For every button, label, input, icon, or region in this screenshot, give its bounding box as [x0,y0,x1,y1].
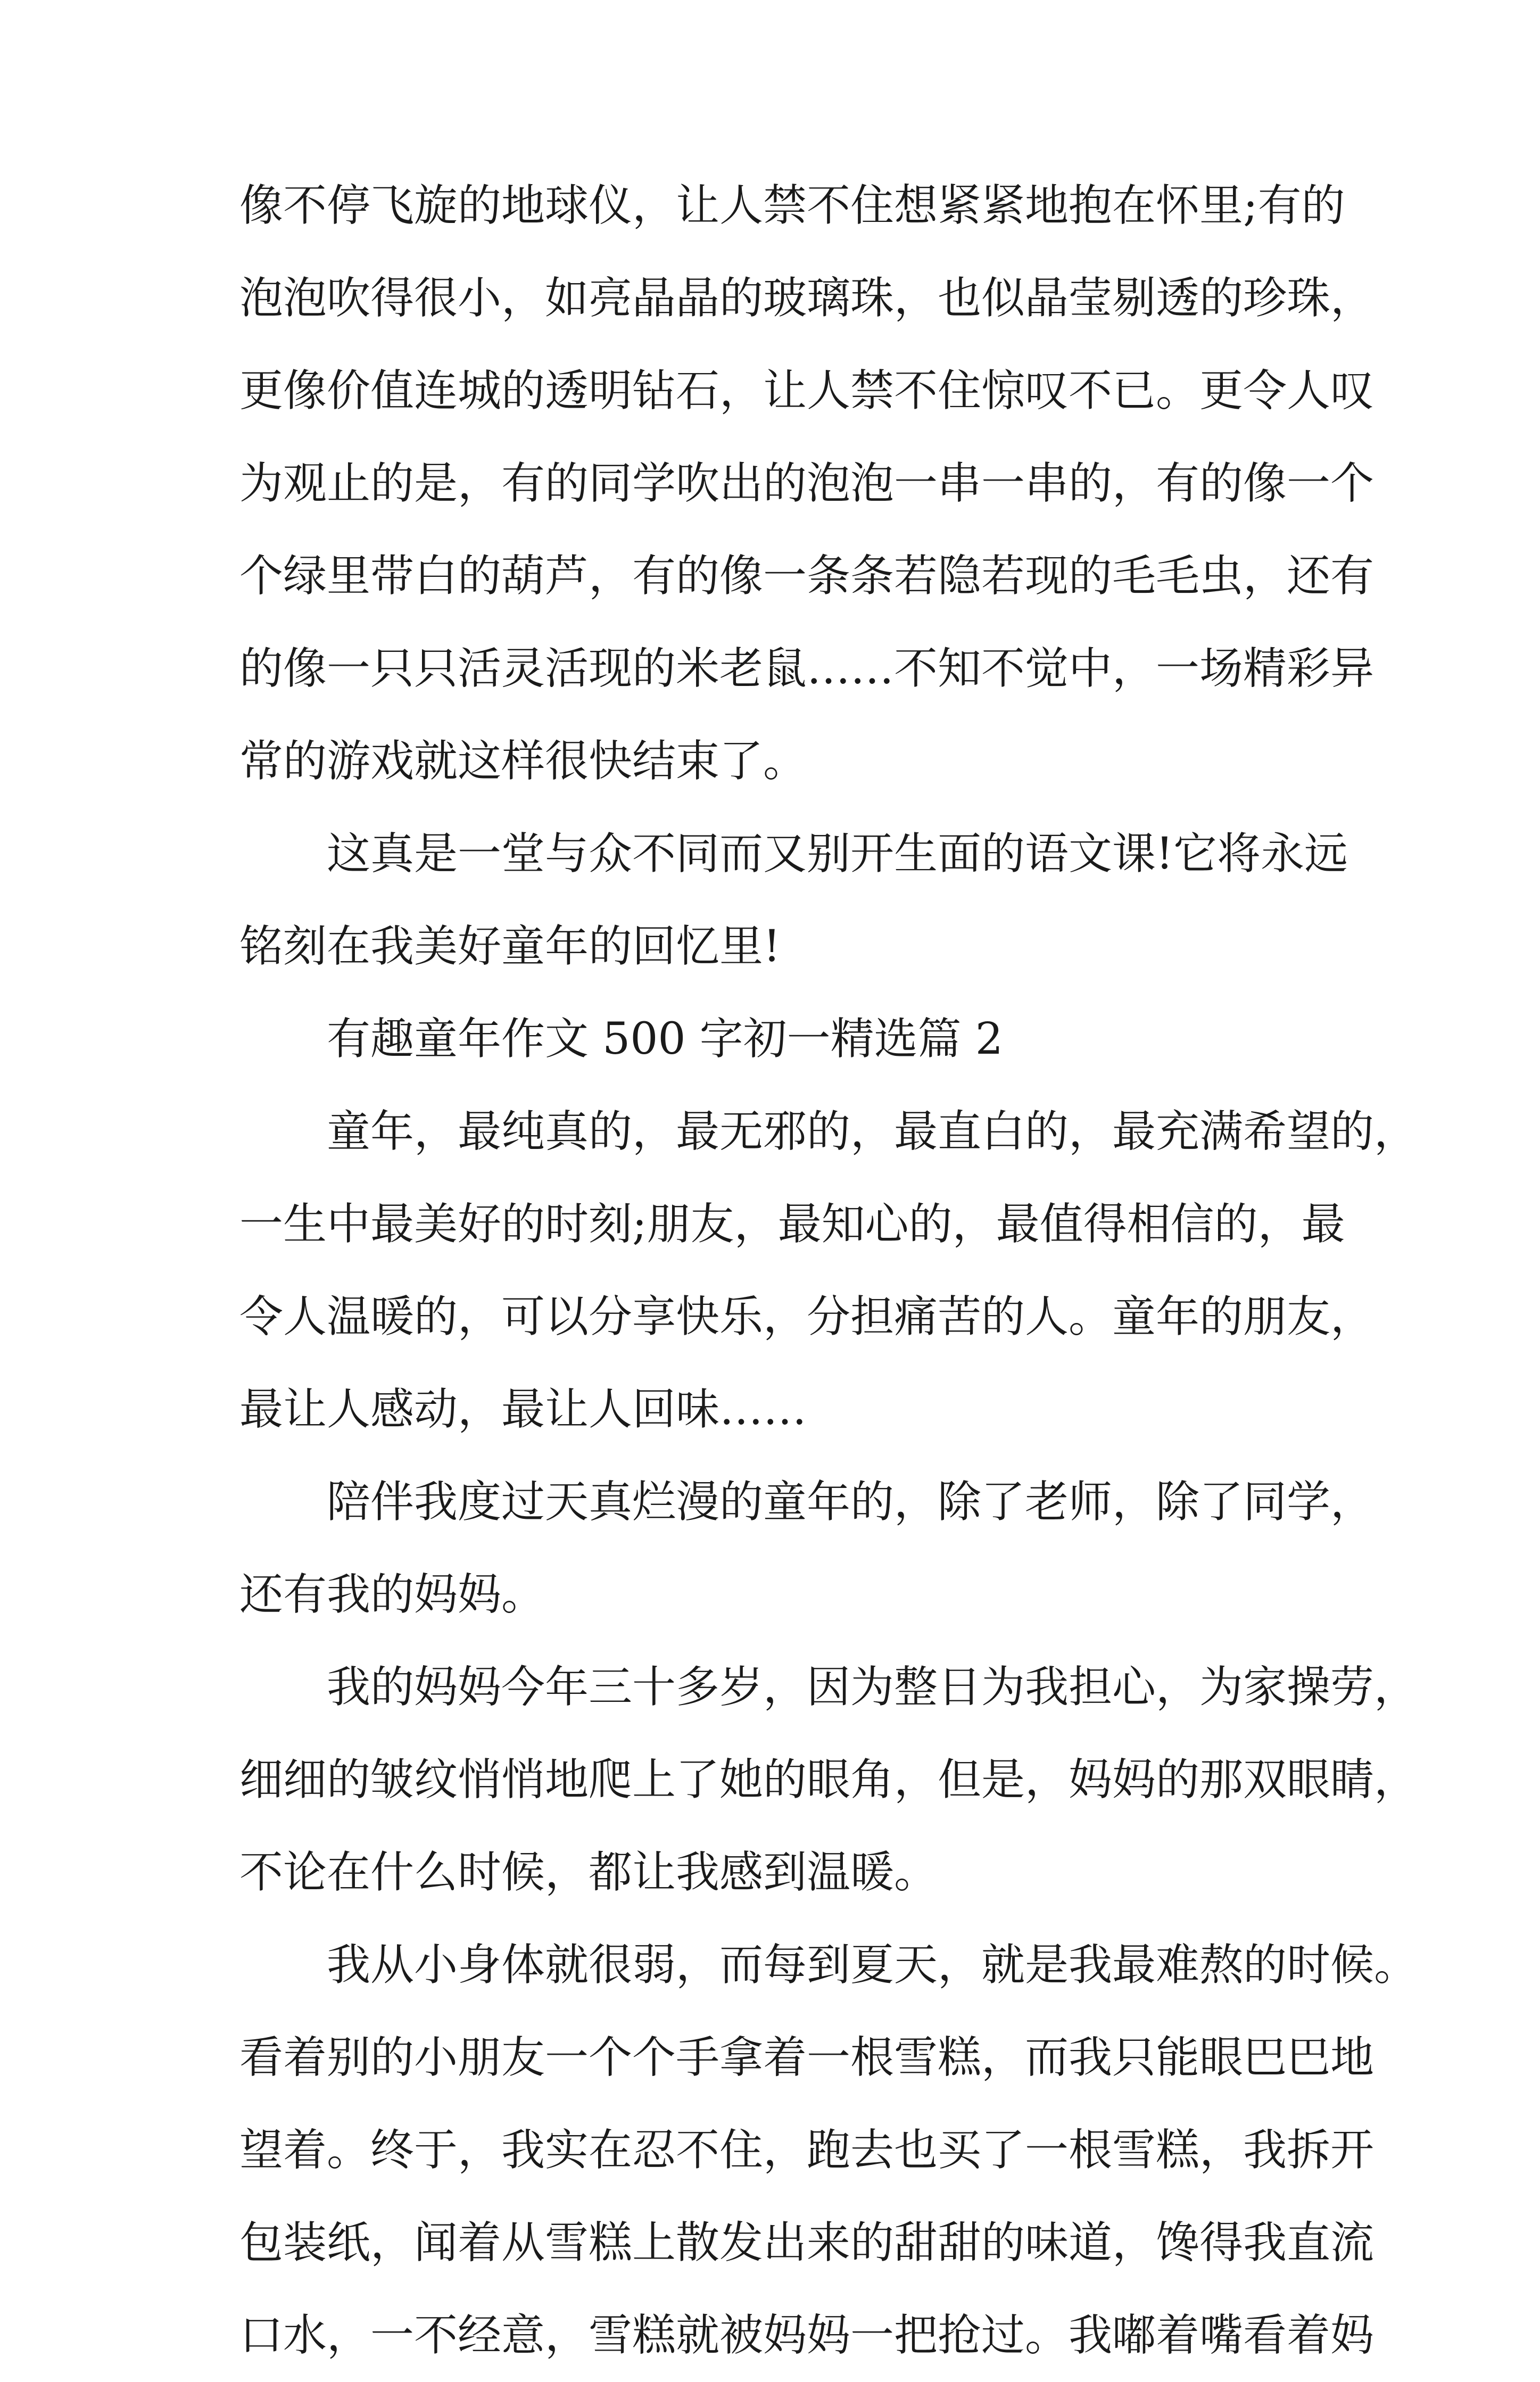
paragraph-first-line: 我从小身体就很弱，而每到夏天，就是我最难熬的时候。 [327,1940,1418,1990]
document-body [239,160,1418,2382]
text-line: 包装纸，闻着从雪糕上散发出来的甜甜的味道，馋得我直流 [239,2218,1375,2268]
paragraph-first-line: 我的妈妈今年三十多岁，因为整日为我担心，为家操劳， [327,1662,1418,1713]
text-line: 为观止的是，有的同学吹出的泡泡一串一串的，有的像一个 [239,458,1375,509]
text-line: 的像一只只活灵活现的米老鼠……不知不觉中，一场精彩异 [239,643,1375,694]
text-line: 最让人感动，最让人回味…… [239,1384,807,1435]
text-line: 泡泡吹得很小，如亮晶晶的玻璃珠，也似晶莹剔透的珍珠， [239,273,1375,324]
text-line: 望着。终于，我实在忍不住，跑去也买了一根雪糕，我拆开 [239,2125,1375,2176]
text-line: 不论在什么时候，都让我感到温暖。 [239,1847,938,1898]
text-line: 像不停飞旋的地球仪，让人禁不住想紧紧地抱在怀里;有的 [239,180,1345,231]
text-line: 看着别的小朋友一个个手拿着一根雪糕，而我只能眼巴巴地 [239,2032,1375,2083]
text-line: 铭刻在我美好童年的回忆里! [239,921,781,972]
text-line: 还有我的妈妈。 [239,1569,545,1620]
paragraph-first-line: 这真是一堂与众不同而又别开生面的语文课!它将永远 [327,829,1348,879]
paragraph-first-line: 陪伴我度过天真烂漫的童年的，除了老师，除了同学， [327,1477,1375,1527]
text-line: 细细的皱纹悄悄地爬上了她的眼角，但是，妈妈的那双眼睛， [239,1755,1418,1805]
text-line: 令人温暖的，可以分享快乐，分担痛苦的人。童年的朋友， [239,1292,1375,1342]
text-line: 常的游戏就这样很快结束了。 [239,736,807,787]
text-line: 一生中最美好的时刻;朋友，最知心的，最值得相信的，最 [239,1199,1345,1250]
section-heading: 有趣童年作文 500 字初一精选篇 2 [327,1014,1003,1064]
text-line: 个绿里带白的葫芦，有的像一条条若隐若现的毛毛虫，还有 [239,551,1375,601]
text-line: 更像价值连城的透明钻石，让人禁不住惊叹不已。更令人叹 [239,366,1375,416]
paragraph-first-line: 童年，最纯真的，最无邪的，最直白的，最充满希望的， [327,1106,1418,1157]
text-line: 口水，一不经意，雪糕就被妈妈一把抢过。我嘟着嘴看着妈 [239,2310,1375,2361]
